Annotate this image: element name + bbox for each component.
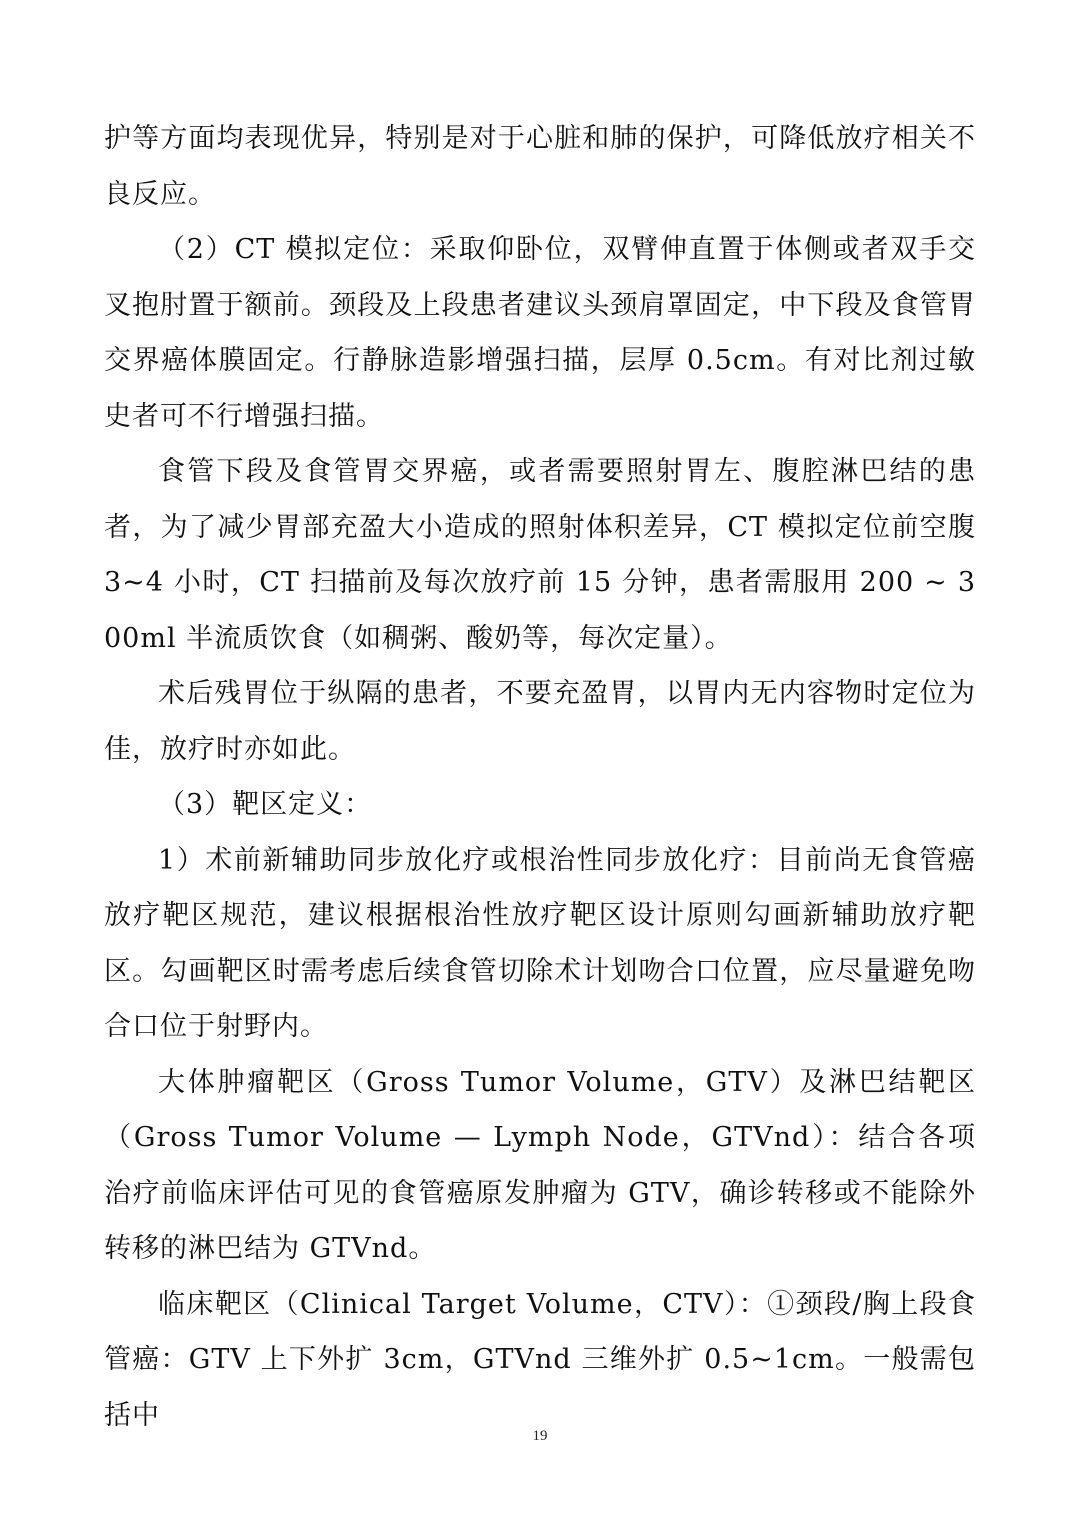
paragraph-ctv: 临床靶区（Clinical Target Volume，CTV）：①颈段/胸上段食管癌：GTV 上下外扩 3cm，GTVnd 三维外扩 0.5~1cm。一般需包括中 bbox=[104, 1288, 976, 1431]
paragraph-continuation: 护等方面均表现优异，特别是对于心脏和肺的保护，可降低放疗相关不良反应。 bbox=[104, 123, 976, 210]
paragraph-lower-esophagus: 食管下段及食管胃交界癌，或者需要照射胃左、腹腔淋巴结的患者，为了减少胃部充盈大小造成的照射体积差异，CT 模拟定位前空腹 3~4 小时，CT 扫描前及每次放疗前 15 分钟，患者需服用 200 ~ 300ml 半流质饮食（如稠粥、酸奶等，每次定量）。 bbox=[104, 456, 976, 654]
page-number: 19 bbox=[532, 1428, 548, 1444]
paragraph-residual-stomach: 术后残胃位于纵隔的患者，不要充盈胃，以胃内无内容物时定位为佳，放疗时亦如此。 bbox=[104, 678, 976, 765]
paragraph-ct-simulation: （2）CT 模拟定位：采取仰卧位，双臂伸直置于体侧或者双手交叉抱肘置于额前。颈段及上段患者建议头颈肩罩固定，中下段及食管胃交界癌体膜固定。行静脉造影增强扫描，层厚 0.5cm。有对比剂过敏史者可不行增强扫描。 bbox=[104, 234, 976, 432]
paragraph-neoadjuvant: 1）术前新辅助同步放化疗或根治性同步放化疗：目前尚无食管癌放疗靶区规范，建议根据根治性放疗靶区设计原则勾画新辅助放疗靶区。勾画靶区时需考虑后续食管切除术计划吻合口位置，应尽量避免吻合口位于射野内。 bbox=[104, 844, 976, 1042]
paragraph-gtv: 大体肿瘤靶区（Gross Tumor Volume，GTV）及淋巴结靶区（Gross Tumor Volume — Lymph Node，GTVnd）：结合各项治疗前临床评估可见的食管癌原发肿瘤为 GTV，确诊转移或不能除外转移的淋巴结为 GTVnd。 bbox=[104, 1066, 976, 1264]
section-heading-target-definition: （3）靶区定义： bbox=[158, 789, 373, 820]
document-body bbox=[104, 111, 976, 1443]
